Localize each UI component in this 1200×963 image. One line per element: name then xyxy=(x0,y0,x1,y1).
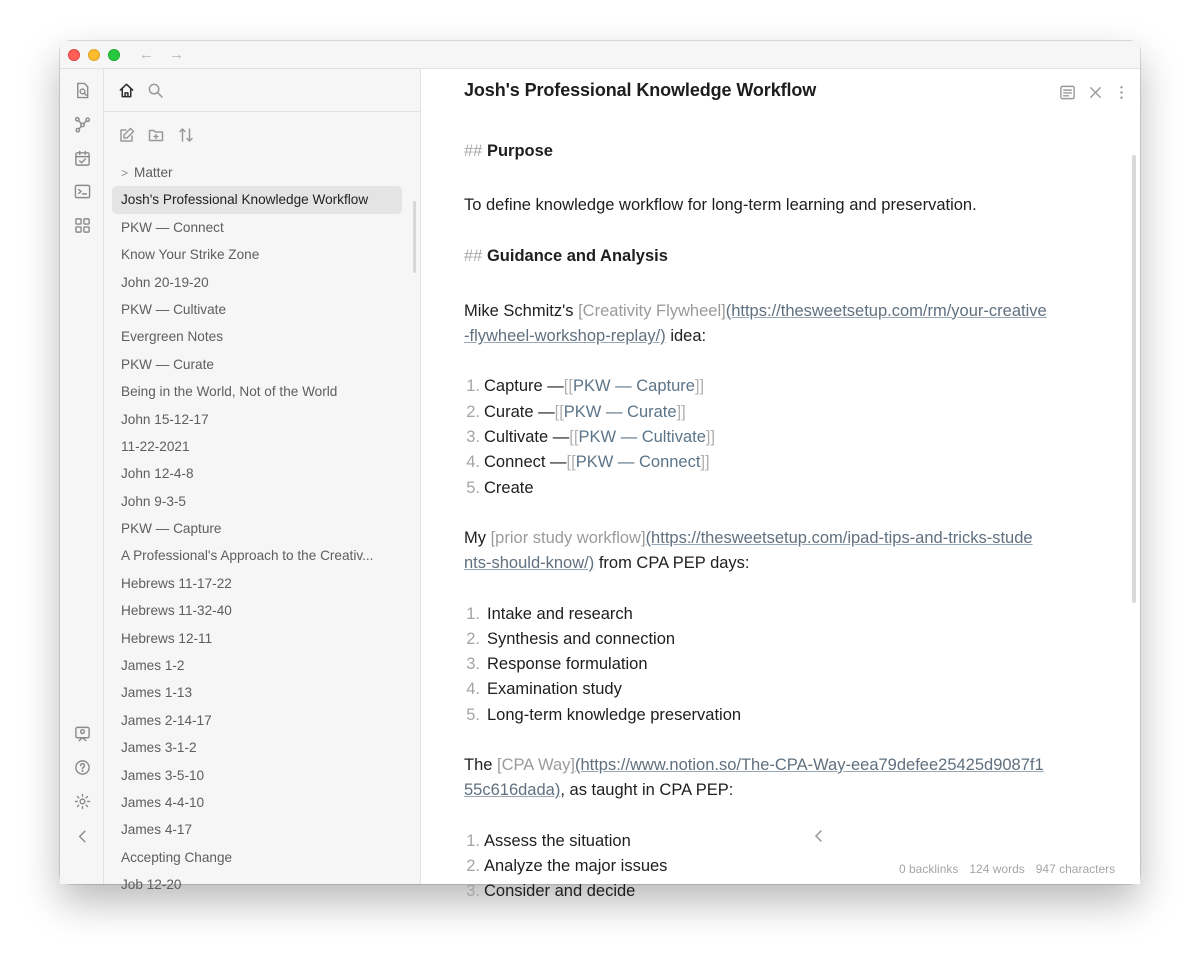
character-count: 947 characters xyxy=(1035,862,1116,876)
text-span: idea: xyxy=(665,327,707,346)
search-icon[interactable] xyxy=(145,80,165,100)
file-item[interactable]: Know Your Strike Zone xyxy=(121,247,260,263)
file-item[interactable]: Hebrews 11-32-40 xyxy=(121,603,232,619)
list-item xyxy=(464,829,1089,854)
wiki-link[interactable]: PKW — Curate xyxy=(563,402,677,421)
heading-marker: ## xyxy=(464,246,483,265)
flywheel-list xyxy=(464,374,1089,500)
link-text[interactable]: [prior study workflow] xyxy=(490,528,646,547)
link-url[interactable]: (https://thesweetsetup.com/rm/your-creative xyxy=(725,301,1047,320)
heading-text: Purpose xyxy=(486,142,553,160)
text-span: My xyxy=(464,528,491,547)
maximize-window-button[interactable] xyxy=(108,49,120,61)
title-bar xyxy=(60,41,1140,69)
file-item[interactable]: PKW — Cultivate xyxy=(121,301,226,317)
heading-text: Guidance and Analysis xyxy=(486,246,668,265)
link-url[interactable]: (https://www.notion.so/The-CPA-Way-eea79defee25425d9087f1 xyxy=(574,756,1044,775)
link-url[interactable]: -flywheel-workshop-replay/) xyxy=(464,327,666,346)
editor-scrollbar[interactable] xyxy=(1132,155,1136,603)
list-text: Curate — xyxy=(484,402,555,421)
backlinks-count[interactable]: 0 backlinks xyxy=(899,862,959,876)
reading-view-icon[interactable] xyxy=(1057,82,1077,102)
file-item[interactable]: Hebrews 11-17-22 xyxy=(121,575,232,591)
list-number: 2. xyxy=(466,856,480,875)
text-span: Mike Schmitz's xyxy=(464,301,579,320)
file-explorer-actions xyxy=(104,125,420,145)
wiki-link[interactable]: PKW — Connect xyxy=(575,453,701,472)
list-number: 3. xyxy=(466,428,480,447)
link-text[interactable]: [Creativity Flywheel] xyxy=(578,301,726,320)
file-item[interactable]: James 1-2 xyxy=(121,658,185,674)
list-text: Analyze the major issues xyxy=(484,856,668,875)
file-item[interactable]: 11-22-2021 xyxy=(121,438,190,454)
file-item[interactable]: PKW — Curate xyxy=(121,356,214,372)
vault-switcher-icon[interactable] xyxy=(73,724,91,742)
list-item: 2. Curate — [[ PKW — Curate ]] xyxy=(464,400,1089,425)
chevron-right-icon: > xyxy=(121,166,129,180)
paragraph-cpa-way xyxy=(464,753,1089,804)
help-icon[interactable] xyxy=(73,758,91,776)
list-text: Synthesis and connection xyxy=(487,629,676,648)
list-item xyxy=(464,476,1089,501)
list-text: Long-term knowledge preservation xyxy=(487,705,742,724)
paragraph-flywheel xyxy=(464,299,1089,350)
heading-purpose xyxy=(464,139,1089,164)
wiki-link[interactable]: PKW — Capture xyxy=(572,377,695,396)
templates-icon[interactable] xyxy=(73,216,91,234)
navigate-back-button[interactable]: ← xyxy=(139,46,154,63)
list-text: Connect — xyxy=(484,453,567,472)
link-url[interactable]: 55c616dada) xyxy=(464,781,561,800)
text-span: from CPA PEP days: xyxy=(594,554,750,573)
list-number: 1. xyxy=(466,604,480,623)
text-span: , as taught in CPA PEP: xyxy=(560,781,734,800)
list-item xyxy=(464,652,1089,677)
list-number: 4. xyxy=(466,680,480,699)
new-folder-icon[interactable] xyxy=(146,125,166,145)
expand-right-sidebar-icon[interactable] xyxy=(811,828,827,844)
paragraph-study-workflow xyxy=(464,526,1089,577)
more-options-icon[interactable] xyxy=(1111,82,1131,102)
close-window-button[interactable] xyxy=(68,49,80,61)
list-item: 4. Connect — [[ PKW — Connect ]] xyxy=(464,450,1089,475)
graph-view-icon[interactable] xyxy=(73,115,91,133)
heading-marker: ## xyxy=(464,142,483,160)
status-bar xyxy=(893,862,1121,876)
word-count: 124 words xyxy=(969,862,1025,876)
file-item[interactable]: James 4-4-10 xyxy=(121,794,205,810)
list-number: 1. xyxy=(466,377,480,396)
file-item[interactable]: James 2-14-17 xyxy=(121,712,212,728)
list-number: 2. xyxy=(466,402,480,421)
list-text: Create xyxy=(484,478,534,497)
link-url[interactable]: nts-should-know/) xyxy=(464,554,595,573)
list-item xyxy=(464,879,1089,904)
new-note-icon[interactable] xyxy=(117,125,137,145)
study-list xyxy=(464,602,1089,728)
file-item[interactable]: James 1-13 xyxy=(121,685,193,701)
folder-matter[interactable] xyxy=(112,159,402,186)
file-item[interactable]: Josh's Professional Knowledge Workflow xyxy=(112,186,402,213)
list-text: Intake and research xyxy=(487,604,633,623)
list-text: Assess the situation xyxy=(484,831,631,850)
list-number: 5. xyxy=(466,478,480,497)
navigate-forward-button[interactable]: → xyxy=(169,46,184,63)
file-item[interactable]: John 9-3-5 xyxy=(121,493,186,509)
list-item xyxy=(464,627,1089,652)
list-item xyxy=(464,703,1089,728)
list-number: 1. xyxy=(466,831,480,850)
sidebar-tab-bar xyxy=(104,69,420,112)
heading-guidance xyxy=(464,244,1089,269)
left-ribbon xyxy=(60,69,104,884)
file-item[interactable]: John 20-19-20 xyxy=(121,274,209,290)
list-number: 4. xyxy=(466,453,480,472)
minimize-window-button[interactable] xyxy=(88,49,100,61)
close-tab-icon[interactable] xyxy=(1085,82,1105,102)
link-text[interactable]: [CPA Way] xyxy=(497,756,575,775)
file-item[interactable]: John 15-12-17 xyxy=(121,411,209,427)
folder-label: Matter xyxy=(134,165,173,180)
list-number: 5. xyxy=(466,705,480,724)
file-item[interactable]: PKW — Connect xyxy=(121,219,224,235)
list-text: Capture — xyxy=(484,377,564,396)
file-item[interactable]: A Professional's Approach to the Creativ... xyxy=(121,548,374,564)
file-item[interactable]: James 3-5-10 xyxy=(121,767,205,783)
daily-note-icon[interactable] xyxy=(73,149,91,167)
collapse-sidebar-icon[interactable] xyxy=(73,827,91,845)
list-item: 3. Cultivate — [[ PKW — Cultivate ]] xyxy=(464,425,1089,450)
list-item: 1. Capture — [[ PKW — Capture ]] xyxy=(464,374,1089,399)
file-item[interactable]: Hebrews 12-11 xyxy=(121,630,213,646)
list-text: Cultivate — xyxy=(484,428,570,447)
text-span: The xyxy=(464,756,498,775)
link-url[interactable]: (https://thesweetsetup.com/ipad-tips-and-tricks-stude xyxy=(645,528,1033,547)
files-home-icon[interactable] xyxy=(116,80,136,100)
file-explorer-sidebar xyxy=(104,69,421,893)
command-palette-icon[interactable] xyxy=(73,182,91,200)
list-text: Response formulation xyxy=(487,655,648,674)
quick-switcher-icon[interactable] xyxy=(73,81,91,99)
file-item[interactable]: James 3-1-2 xyxy=(121,740,197,756)
file-tree xyxy=(112,159,412,893)
settings-icon[interactable] xyxy=(73,792,91,810)
list-text: Consider and decide xyxy=(484,882,636,901)
app-window xyxy=(60,41,1140,901)
list-number: 3. xyxy=(466,882,480,901)
file-item[interactable]: Job 12-20 xyxy=(121,877,182,893)
file-item[interactable]: James 4-17 xyxy=(121,822,193,838)
file-item[interactable]: John 12-4-8 xyxy=(121,466,194,482)
file-item[interactable]: Accepting Change xyxy=(121,849,233,865)
sort-icon[interactable] xyxy=(176,125,196,145)
list-item xyxy=(464,602,1089,627)
file-item[interactable]: Evergreen Notes xyxy=(121,329,224,345)
list-number: 2. xyxy=(466,629,480,648)
page-title[interactable]: Josh's Professional Knowledge Workflow xyxy=(464,80,817,100)
file-item[interactable]: Being in the World, Not of the World xyxy=(121,384,338,400)
sidebar-scrollbar[interactable] xyxy=(413,201,416,273)
note-content[interactable] xyxy=(464,133,1089,905)
paragraph-purpose: To define knowledge workflow for long-term learning and preservation. xyxy=(464,196,977,215)
file-item[interactable]: PKW — Capture xyxy=(121,521,222,537)
list-item xyxy=(464,677,1089,702)
wiki-link[interactable]: PKW — Cultivate xyxy=(578,428,706,447)
editor-pane xyxy=(421,69,1140,901)
list-text: Examination study xyxy=(487,680,622,699)
list-number: 3. xyxy=(466,655,480,674)
